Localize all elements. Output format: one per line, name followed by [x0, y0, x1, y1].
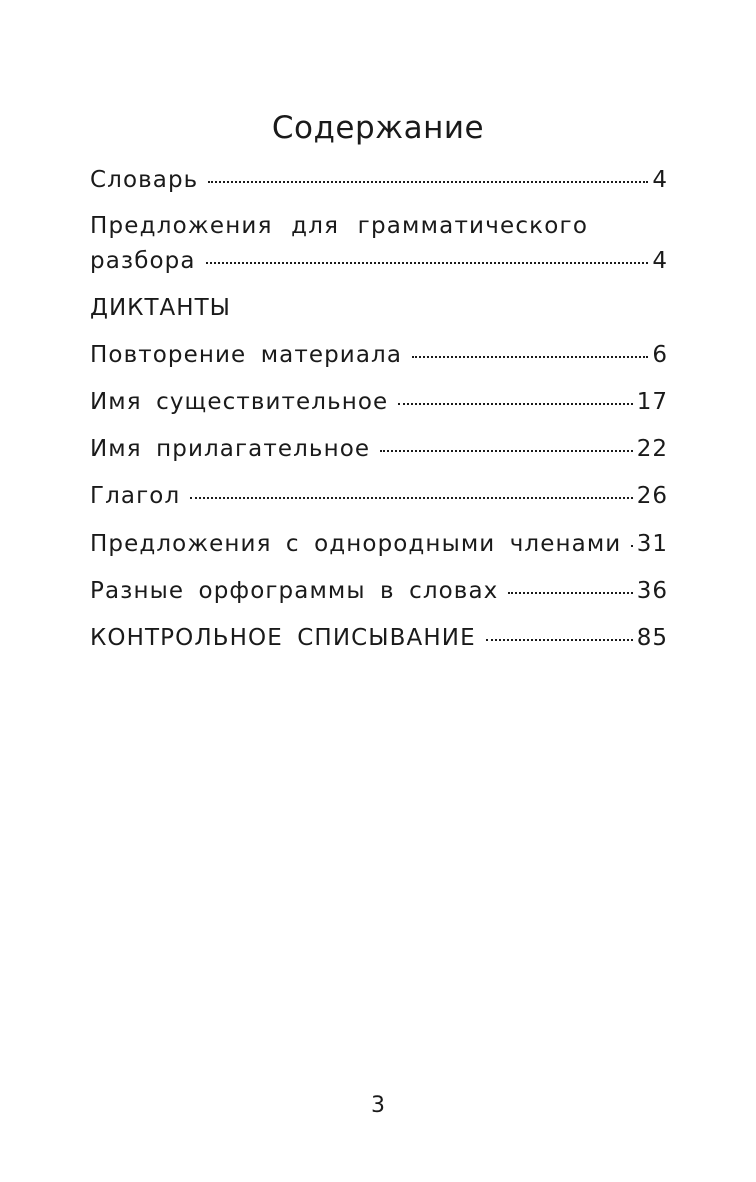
toc-entry-page: 4: [652, 167, 668, 193]
toc-entry[interactable]: [90, 529, 668, 559]
toc-entry-label: разбора: [90, 248, 196, 274]
dot-leader: [206, 262, 649, 264]
toc-entry-page: 6: [652, 342, 668, 368]
dot-leader: [412, 356, 648, 358]
toc-entry[interactable]: [90, 434, 668, 464]
toc-entry-page: 36: [636, 578, 668, 604]
toc-entry[interactable]: [90, 246, 668, 276]
toc-entry-label: Имя прилагательное: [90, 436, 371, 462]
toc-entry-label: Разные орфограммы в словах: [90, 578, 499, 604]
dot-leader: [508, 592, 632, 594]
dot-leader: [190, 497, 632, 499]
toc-entry-label: Словарь: [90, 167, 199, 193]
toc-entry[interactable]: [90, 481, 668, 511]
toc-entry[interactable]: [90, 576, 668, 606]
toc-entry[interactable]: [90, 165, 668, 195]
dot-leader: [398, 403, 632, 405]
toc-entry-label: КОНТРОЛЬНОЕ СПИСЫВАНИЕ: [90, 625, 476, 651]
toc-entry-page: 31: [636, 531, 668, 557]
toc-entry-page: 22: [636, 436, 668, 462]
page-number: 3: [371, 1093, 385, 1118]
toc-entry-label: Имя существительное: [90, 389, 389, 415]
toc-title: Содержание: [271, 110, 485, 146]
toc-entry-page: 85: [636, 625, 668, 651]
toc-entry-page: 17: [636, 389, 668, 415]
dot-leader: [380, 450, 633, 452]
dot-leader: [631, 545, 632, 547]
toc-entry-label-line1[interactable]: Предложения для грамматического: [90, 213, 589, 239]
dot-leader: [208, 181, 648, 183]
dot-leader: [486, 639, 633, 641]
toc-entry-page: 26: [636, 483, 668, 509]
toc-entry-page: 4: [652, 248, 668, 274]
toc-entry[interactable]: [90, 340, 668, 370]
toc-entry-label: Повторение материала: [90, 342, 403, 368]
toc-entry[interactable]: [90, 387, 668, 417]
toc-entry-label: Глагол: [90, 483, 181, 509]
toc-section-heading: ДИКТАНТЫ: [90, 295, 231, 321]
toc-entry[interactable]: [90, 623, 668, 653]
toc-entry-label: Предложения с однородными членами: [90, 531, 622, 557]
